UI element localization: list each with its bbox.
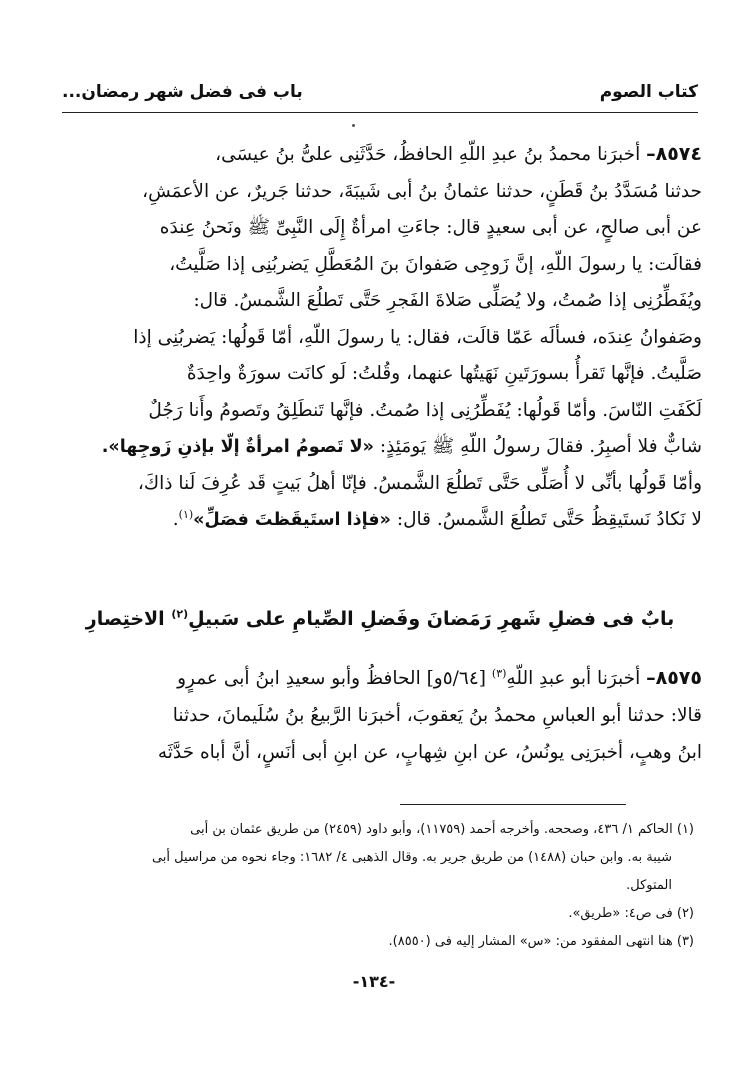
margin-mark xyxy=(352,124,355,127)
text-line: صَلَّيتُ. فإنَّها تَقرأُ بسورَتَينِ نَهَيتُها عنهما، وقُلتُ: لَو كانَت سورَةٌ واحِدَةٌ xyxy=(186,363,702,384)
footnote-ref[interactable]: (١) xyxy=(178,507,194,521)
text-line: لا نَكادُ نَستَيقِظُ حَتَّى تَطلُعَ الشَّمسُ. قال: «فإذا استَيقَظتَ فصَلِّ»$^{(١)}$. xyxy=(172,507,702,530)
book-title: كتاب الصوم xyxy=(599,82,698,102)
footnote: (١) الحاكم ١/ ٤٣٦، وصححه. وأخرجه أحمد (١١٧٥٩)، وأبو داود (٢٤٥٩) من طريق عثمان بن أبى xyxy=(190,822,694,837)
footnote-ref[interactable]: (٢) xyxy=(171,607,189,621)
text-line: وصَفوانُ عِندَه، فسألَه عَمّا قالَت، فقال: يا رسولَ اللّهِ، أمّا قَولُها: يَضربُنِى إذا xyxy=(133,326,702,348)
text-line: ويُفَطِّرُنِى إذا صُمتُ، ولا يُصَلِّى صَلاةَ الفَجرِ حَتَّى تَطلُعَ الشَّمسُ. قال: xyxy=(193,290,702,311)
text-line: حدثنا مُسَدَّدُ بنُ قَطَنٍ، حدثنا عثمانُ بنُ أبى شَيبَةَ، حدثنا جَريرٌ، عن الأعمَشِ، xyxy=(142,180,702,202)
text-line: لَكَفَتِ النّاسَ. وأمّا قَولُها: يُفَطِّرُنِى إذا صُمتُ. فإنَّها تَنطَلِقُ وتَصومُ وأَنا رَجُلٌ xyxy=(148,399,702,421)
footnotes xyxy=(64,816,694,956)
hadith-8575 xyxy=(58,660,702,771)
text-line: وأمّا قَولُها بأنِّى لا أُصَلِّى حَتَّى تَطلُعَ الشَّمسُ. فإنّا أهلُ بَيتٍ قَد عُرِفَ لَنا ذاكَ، xyxy=(137,472,702,494)
page-number: -١٣٤- xyxy=(352,972,396,991)
footnote: (٣) هنا انتهى المفقود من: «س» المشار إليه فى (٨٥٥٠). xyxy=(388,934,694,949)
chapter-heading: بابٌ فى فضلِ شَهرِ رَمَضانَ وفَضلِ الصِّيامِ على سَبيلِ$^{(٢)}$ الاختِصارِ xyxy=(85,607,675,630)
text-line: شابٌّ فلا أصبِرُ. فقالَ رسولُ اللّهِ ﷺ يَومَئِذٍ: «لا تَصومُ امرأةٌ إلّا بإذنِ زَوجِها». xyxy=(101,436,702,457)
prophetic-quote: «فإذا استَيقَظتَ فصَلِّ» xyxy=(193,510,391,530)
footnote-divider xyxy=(400,804,626,805)
footnote-continuation: المتوكل. xyxy=(626,878,672,893)
hadith-8574 xyxy=(58,136,702,539)
chapter-running-title: باب فى فضل شهر رمضان... xyxy=(62,82,303,102)
text-line: ابنُ وهبٍ، أخبرَنِى يونُسُ، عن ابنِ شِهابٍ، عن ابنِ أبى أنَسٍ، أنَّ أباه حَدَّثَه xyxy=(157,742,702,763)
footnote-ref[interactable]: (٣) xyxy=(491,666,507,680)
prophetic-quote: «لا تَصومُ امرأةٌ إلّا بإذنِ زَوجِها». xyxy=(101,437,374,457)
text-line: ٨٥٧٥– أخبرَنا أبو عبدِ اللّهِ$^{(٣)}$ [٥/٦٤و] الحافظُ وأبو سعيدِ ابنُ أبى عمرٍو xyxy=(177,666,702,689)
hadith-number: ٨٥٧٤– xyxy=(646,143,702,165)
footnote: (٢) فى ص٤: «طريق». xyxy=(568,906,694,921)
header-divider xyxy=(62,112,698,113)
running-header xyxy=(62,78,698,108)
footnote-continuation: شيبة به. وابن حبان (١٤٨٨) من طريق جرير به. وقال الذهبى ٤/ ١٦٨٢: وجاء نحوه من مراسيل أبى xyxy=(151,850,672,865)
text-line: فقالَت: يا رسولَ اللّهِ، إنَّ زَوجِى صَفوانَ بنَ المُعَطَّلِ يَضربُنِى إذا صَلَّيتُ، xyxy=(169,253,702,275)
text-line: قالا: حدثنا أبو العباسِ محمدُ بنُ يَعقوبَ، أخبرَنا الرَّبيعُ بنُ سُلَيمانَ، حدثنا xyxy=(172,705,702,726)
text-line: عن أبى صالحٍ، عن أبى سعيدٍ قال: جاءَتِ امرأةٌ إِلَى النَّبِىِّ ﷺ ونَحنُ عِندَه xyxy=(159,217,702,238)
hadith-number: ٨٥٧٥– xyxy=(646,667,702,689)
text-line: ٨٥٧٤– أخبرَنا محمدُ بنُ عبدِ اللّهِ الحافظُ، حَدَّثَنِى علىُّ بنُ عيسَى، xyxy=(215,143,702,165)
